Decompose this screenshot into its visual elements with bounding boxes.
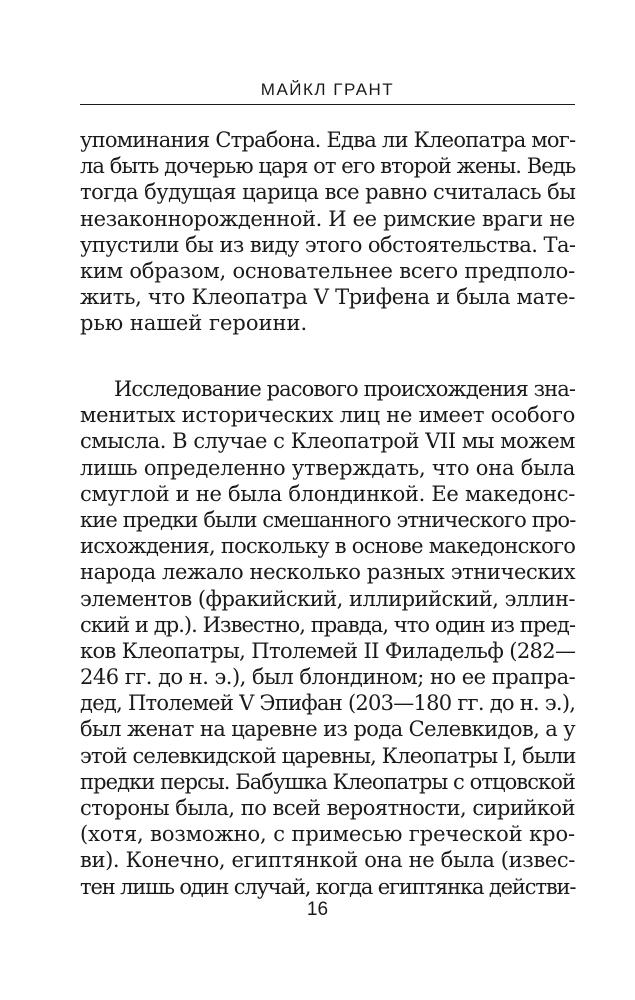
text-line: Исследование расового происхождения зна- [114,377,575,401]
page-number: 16 [306,899,329,920]
text-line: упоминания Страбона. Едва ли Клеопатра мог- [80,128,576,152]
text-line: (хотя, возможно, с примесью греческой кро- [80,822,575,847]
running-header: МАЙКЛ ГРАНТ [260,80,395,99]
text-line: стороны была, по всей вероятности, сирийкой [80,796,575,820]
text-line: предки персы. Бабушка Клеопатры с отцовской [80,769,575,794]
text-line: 246 гг. до н. э.), был блондином; но ее прапра- [80,665,576,690]
text-line: кие предки были смешанного этнического про- [80,507,576,532]
header-divider [80,104,575,105]
text-line: ла быть дочерью царя от его второй жены. Ведь [80,154,576,179]
text-line: ский и др.). Известно, правда, что один из пред- [80,612,575,637]
text-line: ким образом, основательнее всего предполо- [80,258,575,283]
text-line: народа лежало несколько разных этнических [80,560,576,585]
text-line: тен лишь один случай, когда египтянка действи- [80,874,576,899]
text-line: менитых исторических лиц не имеет особого [80,403,575,428]
text-line: смуглой и не была блондинкой. Ее македонс- [80,481,575,506]
text-line: дед, Птолемей V Эпифан (203—180 гг. до н. э.), [80,691,576,716]
text-line: элементов (фракийский, иллирийский, эллин- [80,586,575,611]
text-line: тогда будущая царица все равно считалась бы [80,180,576,205]
paragraph-1 [80,127,575,337]
text-line: смысла. В случае с Клеопатрой VII мы можем [80,429,576,454]
text-line: ви). Конечно, египтянкой она не была (извес- [80,848,575,873]
text-line: был женат на царевне из рода Селевкидов, а у [80,717,575,742]
text-line: ков Клеопатры, Птолемей II Филадельф (282— [80,638,576,663]
text-line: рью нашей героини. [80,311,308,336]
text-line: этой селевкидской царевны, Клеопатры I, были [80,743,576,768]
paragraph-2 [80,376,575,900]
text-line: исхождения, поскольку в основе македонского [80,534,576,559]
text-line: незаконнорожденной. И ее римские враги не [80,206,575,231]
text-line: упустили бы из виду этого обстоятельства. Та- [80,232,576,257]
text-line: лишь определенно утверждать, что она была [80,455,575,480]
text-line: жить, что Клеопатра V Трифена и была мате- [80,285,575,310]
